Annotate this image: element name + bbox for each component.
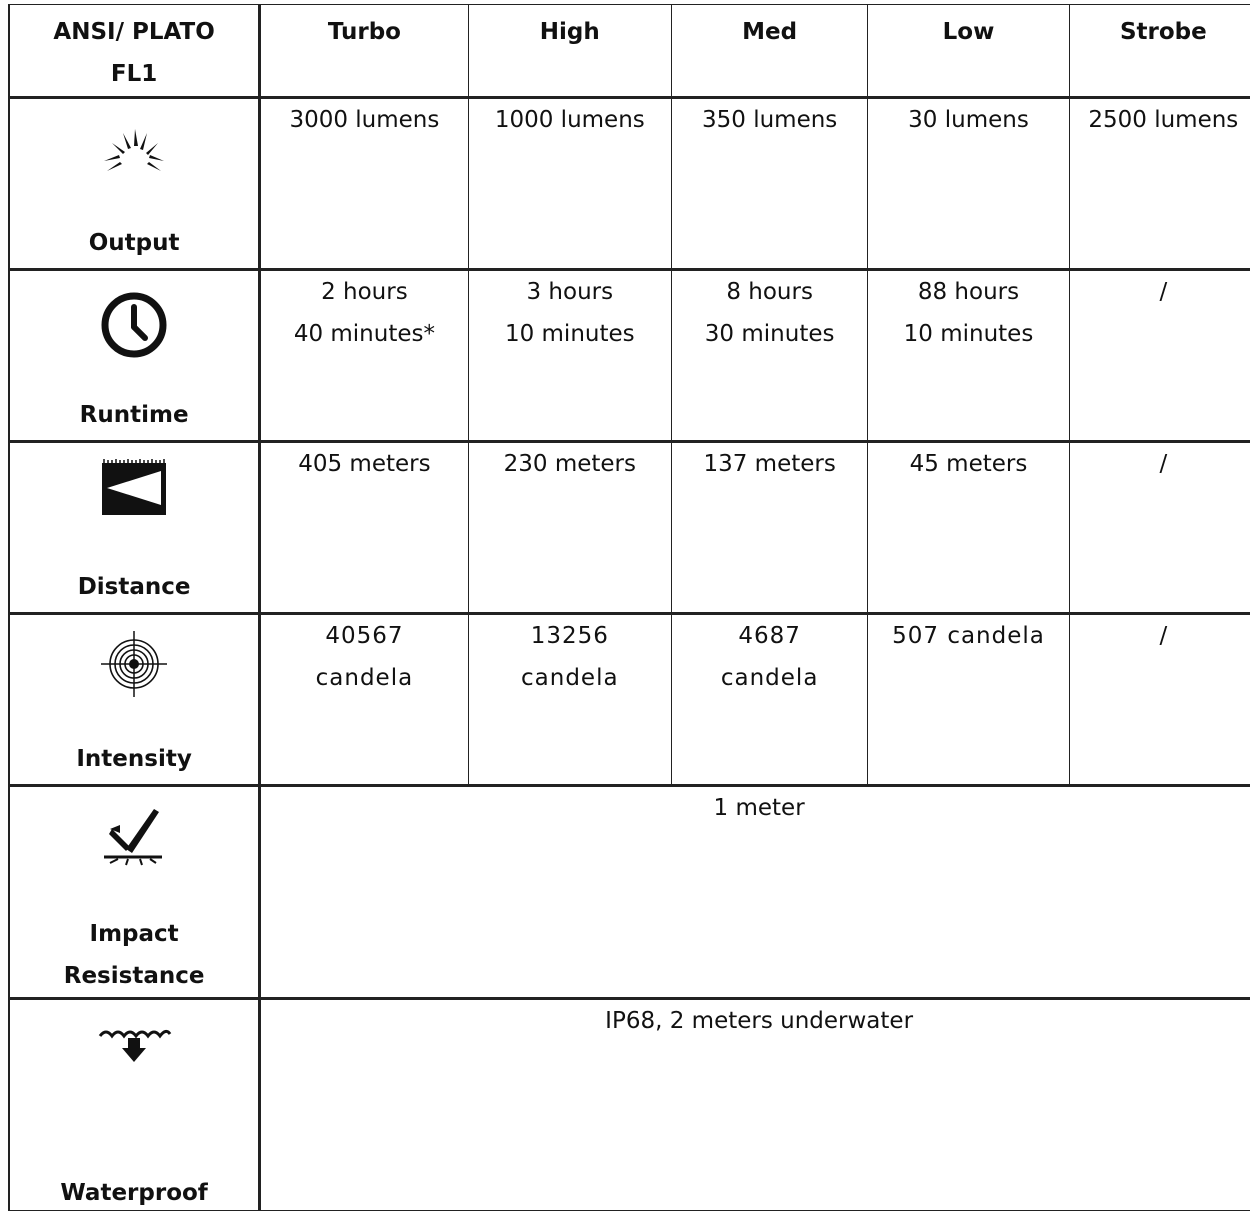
intensity-strobe-text: / xyxy=(1159,623,1168,649)
impact-value xyxy=(260,786,1250,999)
output-icon xyxy=(10,125,258,175)
runtime-low xyxy=(868,270,1069,442)
waterproof-value-text: IP68, 2 meters underwater xyxy=(605,1008,914,1034)
distance-high xyxy=(468,442,671,614)
header-mode-low: Low xyxy=(868,5,1069,98)
distance-strobe-text: / xyxy=(1159,451,1168,477)
runtime-turbo xyxy=(260,270,468,442)
row-impact-label-line2: Resistance xyxy=(63,963,205,989)
distance-turbo xyxy=(260,442,468,614)
output-strobe xyxy=(1069,98,1250,270)
runtime-turbo-line2: 40 minutes* xyxy=(293,321,435,347)
intensity-high-line2: candela xyxy=(521,665,619,691)
intensity-turbo-line2: candela xyxy=(315,665,414,691)
runtime-med xyxy=(671,270,867,442)
header-row xyxy=(9,5,1250,98)
distance-turbo-text: 405 meters xyxy=(298,451,431,477)
row-distance xyxy=(9,442,1250,614)
row-output-label: Output xyxy=(88,230,180,256)
waterproof-value xyxy=(260,999,1250,1211)
row-impact xyxy=(9,786,1250,999)
row-intensity-header xyxy=(9,614,260,786)
intensity-high xyxy=(468,614,671,786)
intensity-med xyxy=(671,614,867,786)
output-med-text: 350 lumens xyxy=(702,107,838,133)
header-mode-turbo: Turbo xyxy=(260,5,468,98)
distance-low-text: 45 meters xyxy=(909,451,1028,477)
intensity-med-line2: candela xyxy=(720,665,819,691)
runtime-med-line2: 30 minutes xyxy=(704,321,835,347)
output-med xyxy=(671,98,867,270)
row-runtime-header xyxy=(9,270,260,442)
intensity-high-line1: 13256 xyxy=(530,623,609,649)
row-runtime xyxy=(9,270,1250,442)
header-mode-high: High xyxy=(468,5,671,98)
runtime-strobe-text: / xyxy=(1159,279,1168,305)
row-impact-label xyxy=(10,913,258,997)
runtime-high xyxy=(468,270,671,442)
output-turbo xyxy=(260,98,468,270)
intensity-med-line1: 4687 xyxy=(738,623,801,649)
row-runtime-label: Runtime xyxy=(79,402,189,428)
runtime-low-line2: 10 minutes xyxy=(903,321,1034,347)
header-standard xyxy=(9,5,260,98)
intensity-low-text: 507 candela xyxy=(892,623,1045,649)
row-intensity-label: Intensity xyxy=(76,746,192,772)
runtime-high-line1: 3 hours xyxy=(526,279,614,305)
impact-icon xyxy=(10,803,258,867)
runtime-turbo-line1: 2 hours xyxy=(321,279,408,305)
runtime-low-line1: 88 hours xyxy=(917,279,1020,305)
header-mode-med: Med xyxy=(671,5,867,98)
output-low xyxy=(868,98,1069,270)
row-waterproof-label: Waterproof xyxy=(60,1180,208,1206)
distance-med-text: 137 meters xyxy=(703,451,836,477)
intensity-turbo-line1: 40567 xyxy=(325,623,404,649)
runtime-high-line2: 10 minutes xyxy=(504,321,635,347)
distance-strobe xyxy=(1069,442,1250,614)
output-strobe-text: 2500 lumens xyxy=(1088,107,1239,133)
row-output xyxy=(9,98,1250,270)
runtime-med-line1: 8 hours xyxy=(726,279,813,305)
waterproof-icon xyxy=(10,1022,258,1066)
row-distance-label: Distance xyxy=(77,574,191,600)
distance-med xyxy=(671,442,867,614)
target-icon xyxy=(10,629,258,699)
distance-low xyxy=(868,442,1069,614)
row-waterproof xyxy=(9,999,1250,1211)
spec-table xyxy=(8,4,1250,1211)
output-high-text: 1000 lumens xyxy=(494,107,645,133)
row-impact-label-line1: Impact xyxy=(89,921,179,947)
header-standard-line1: ANSI/ PLATO xyxy=(53,19,215,45)
row-distance-header xyxy=(9,442,260,614)
row-waterproof-header xyxy=(9,999,260,1211)
header-mode-strobe: Strobe xyxy=(1069,5,1250,98)
output-high xyxy=(468,98,671,270)
runtime-strobe xyxy=(1069,270,1250,442)
row-output-header xyxy=(9,98,260,270)
clock-icon xyxy=(10,289,258,361)
output-low-text: 30 lumens xyxy=(908,107,1029,133)
header-standard-line2: FL1 xyxy=(110,61,158,87)
output-turbo-text: 3000 lumens xyxy=(289,107,440,133)
impact-value-text: 1 meter xyxy=(713,795,805,821)
row-intensity xyxy=(9,614,1250,786)
intensity-turbo xyxy=(260,614,468,786)
intensity-strobe xyxy=(1069,614,1250,786)
intensity-low xyxy=(868,614,1069,786)
distance-high-text: 230 meters xyxy=(503,451,636,477)
row-impact-header xyxy=(9,786,260,999)
distance-icon xyxy=(10,459,258,519)
